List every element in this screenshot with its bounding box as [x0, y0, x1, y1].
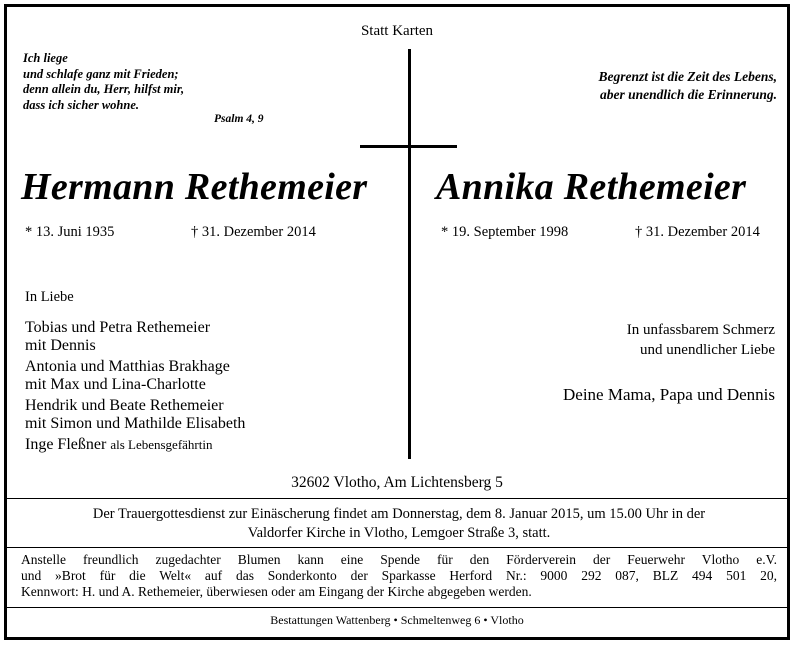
cross-horizontal-bar: [360, 145, 457, 148]
donation-line: Kennwort: H. und A. Rethemeier, überwiesen oder am Eingang der Kirche abgegeben werden.: [21, 584, 532, 599]
mourner-group: [25, 358, 245, 394]
quote-line: dass ich sicher wohne.: [23, 97, 139, 112]
divider: [7, 498, 787, 499]
mourning-line: In unfassbarem Schmerz: [626, 322, 775, 338]
service-line: Valdorfer Kirche in Vlotho, Lemgoer Straße 3, statt.: [247, 525, 551, 541]
deceased-name-right: Annika Rethemeier: [436, 166, 747, 208]
mourner-line: mit Dennis: [25, 337, 96, 354]
mourner-line: Hendrik und Beate Rethemeier: [25, 397, 224, 414]
mourner-line: Antonia und Matthias Brakhage: [25, 358, 230, 375]
quote-line: und schlafe ganz mit Frieden;: [23, 66, 179, 81]
donation-line: Anstelle freundlich zugedachter Blumen kann eine Spende für den Förderverein der Feuerwehr Vlotho e.V.: [21, 552, 777, 567]
donation-line: und »Brot für die Welt« auf das Sonderkonto der Sparkasse Herford Nr.: 9000 292 087, BLZ 494 501 20,: [21, 568, 777, 583]
mourner-line: Tobias und Petra Rethemeier: [25, 319, 211, 336]
divider: [7, 607, 787, 608]
quote-line: denn allein du, Herr, hilfst mir,: [23, 82, 185, 96]
psalm-reference: Psalm 4, 9: [214, 113, 264, 125]
cross-vertical-bar: [408, 49, 411, 459]
quote-line: Ich liege: [23, 51, 68, 65]
deceased-name-left: Hermann Rethemeier: [21, 166, 368, 208]
funeral-home-footer: Bestattungen Wattenberg • Schmeltenweg 6 • Vlotho: [270, 613, 524, 627]
mourning-phrase: [627, 320, 775, 360]
obituary-notice: [4, 4, 790, 640]
signed-by: Deine Mama, Papa und Dennis: [563, 385, 775, 404]
quote-line: Begrenzt ist die Zeit des Lebens,: [598, 69, 777, 84]
mourners-intro: In Liebe: [25, 289, 74, 305]
mourning-line: und unendlicher Liebe: [640, 342, 775, 358]
quote-line: aber unendlich die Erinnerung.: [599, 87, 777, 102]
psalm-quote: [23, 51, 184, 113]
service-line: Der Trauergottesdienst zur Einäscherung findet am Donnerstag, dem 8. Januar 2015, um 15.00 Uhr in der: [92, 506, 706, 522]
birth-date-right: * 19. September 1998: [441, 224, 569, 240]
mourner-group: [25, 319, 245, 355]
memorial-quote: [417, 68, 777, 104]
birth-date-left: * 13. Juni 1935: [25, 224, 115, 240]
death-date-left: † 31. Dezember 2014: [191, 224, 316, 240]
mourner-group: [25, 436, 245, 454]
donation-info: [21, 552, 777, 600]
partner-note: als Lebensgefährtin: [110, 437, 213, 452]
mourner-line: mit Max und Lina-Charlotte: [25, 376, 206, 393]
partner-name: Inge Fleßner: [25, 436, 107, 453]
mourners-list: [25, 319, 245, 457]
mourner-group: [25, 397, 245, 433]
funeral-service-info: [21, 505, 777, 543]
mourner-line: mit Simon und Mathilde Elisabeth: [25, 415, 246, 432]
death-date-right: † 31. Dezember 2014: [635, 224, 760, 240]
family-address: 32602 Vlotho, Am Lichtensberg 5: [291, 474, 503, 491]
header-statt-karten: Statt Karten: [360, 23, 434, 39]
divider: [7, 547, 787, 548]
